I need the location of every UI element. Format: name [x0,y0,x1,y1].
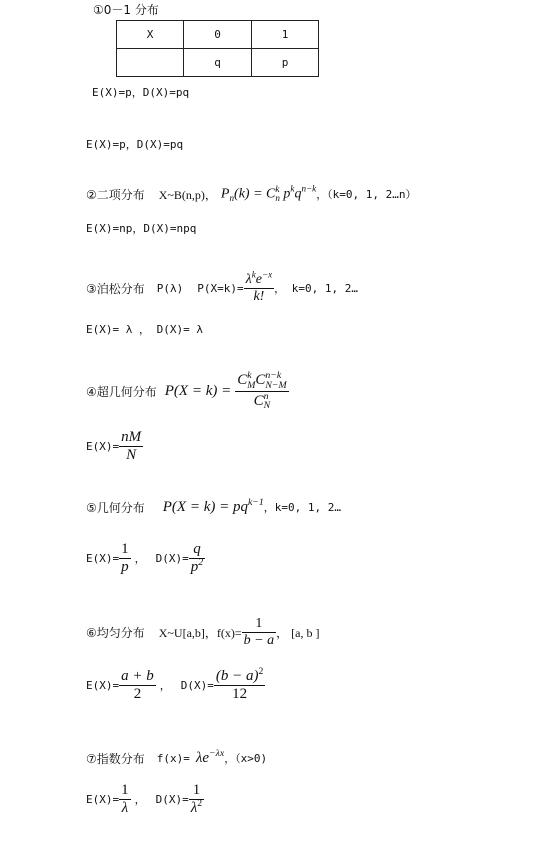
variance-label: D(X)= [155,792,189,806]
bernoulli-result: E(X)=p，D(X)=pq [92,86,190,99]
binomial-line [86,181,417,207]
exponential-lhs: f(x)= [156,751,190,765]
section-heading-poisson: ③泊松分布 [86,281,145,296]
table-cell: p [252,49,319,77]
separator: ， [134,793,146,806]
section-heading-exponential: ⑦指数分布 [86,751,145,766]
binomial-notation: X~B(n,p)， [158,187,217,202]
table-cell: 1 [252,21,319,49]
hypergeometric-ex-fraction: $\frac{nM}{N}$ [121,428,142,463]
hypergeometric-fraction: C k M C n−k N−M C n N [237,370,287,412]
geometric-moments [86,537,205,579]
separator: ， [159,679,171,692]
exponential-dx-fraction: $\frac{1}{\lambda^2}$ [190,781,203,816]
poisson-fraction: $\frac{\lambda^ke^{-x}}{k!}$ [245,268,273,304]
binomial-result: E(X)=np，D(X)=npq [86,222,197,235]
expectation-label: E(X)= [86,551,120,565]
section-heading-bernoulli: ①0－1 分布 [93,3,159,17]
uniform-moments [86,663,265,707]
expectation-label: E(X)= [86,792,120,806]
section-heading-uniform: ⑥均匀分布 [86,625,145,640]
hypergeometric-expectation [86,426,143,466]
uniform-line [86,612,319,652]
uniform-density-fraction: $\frac{1}{b - a}$ [243,615,275,648]
exponential-line [86,747,267,769]
geometric-formula: $P(X = k) = pq^{k-1}$ [162,496,264,515]
table-cell: q [184,49,252,77]
poisson-result: E(X)= λ ， D(X)= λ [86,323,203,336]
expectation-label: E(X)= [86,678,120,692]
table-row [117,21,319,49]
hypergeometric-line [86,368,289,414]
geometric-line [86,495,341,519]
uniform-dx-fraction: $\frac{(b - a)^2}{12}$ [215,665,264,702]
exponential-range: ，（x>0) [224,752,268,765]
variance-label: D(X)= [180,678,214,692]
exponential-ex-fraction: $\frac{1}{\lambda}$ [121,781,129,816]
table-cell [117,49,184,77]
section-heading-geometric: ⑤几何分布 [86,500,145,515]
poisson-line [86,266,358,310]
section-heading-hypergeometric: ④超几何分布 [86,384,157,399]
table-row [117,49,319,77]
expectation-label: E(X)= [86,439,120,453]
bernoulli-table [116,20,319,77]
binomial-formula: $P_n(k) = C$ k n $p^kq^{n-k}$ [220,183,317,204]
geometric-dx-fraction: $\frac{q}{p^2}$ [190,540,204,575]
exponential-moments [86,777,204,821]
uniform-notation: X~U[a,b]，f(x)= [158,625,242,640]
table-cell: 0 [184,21,252,49]
uniform-ex-fraction: $\frac{a + b}{2}$ [121,667,154,702]
poisson-param: P(λ) [156,281,184,295]
uniform-interval: ， [a, b ] [276,625,320,640]
binomial-range: ，（k=0, 1, 2…n） [316,188,417,201]
table-cell: X [117,21,184,49]
variance-label: D(X)= [155,551,189,565]
poisson-lhs: P(X=k)= [197,281,244,295]
hypergeometric-lhs: P(X = k) = [164,382,232,399]
geometric-range: ，k=0, 1, 2… [263,501,342,514]
exponential-formula: $\lambda e^{-\lambda x}$ [195,747,225,766]
geometric-ex-fraction: $\frac{1}{p}$ [121,540,129,575]
section-heading-binomial: ②二项分布 [86,187,145,202]
separator: ， [134,552,146,565]
bernoulli-result-repeat: E(X)=p，D(X)=pq [86,138,184,151]
poisson-range: ， k=0, 1, 2… [274,282,359,295]
